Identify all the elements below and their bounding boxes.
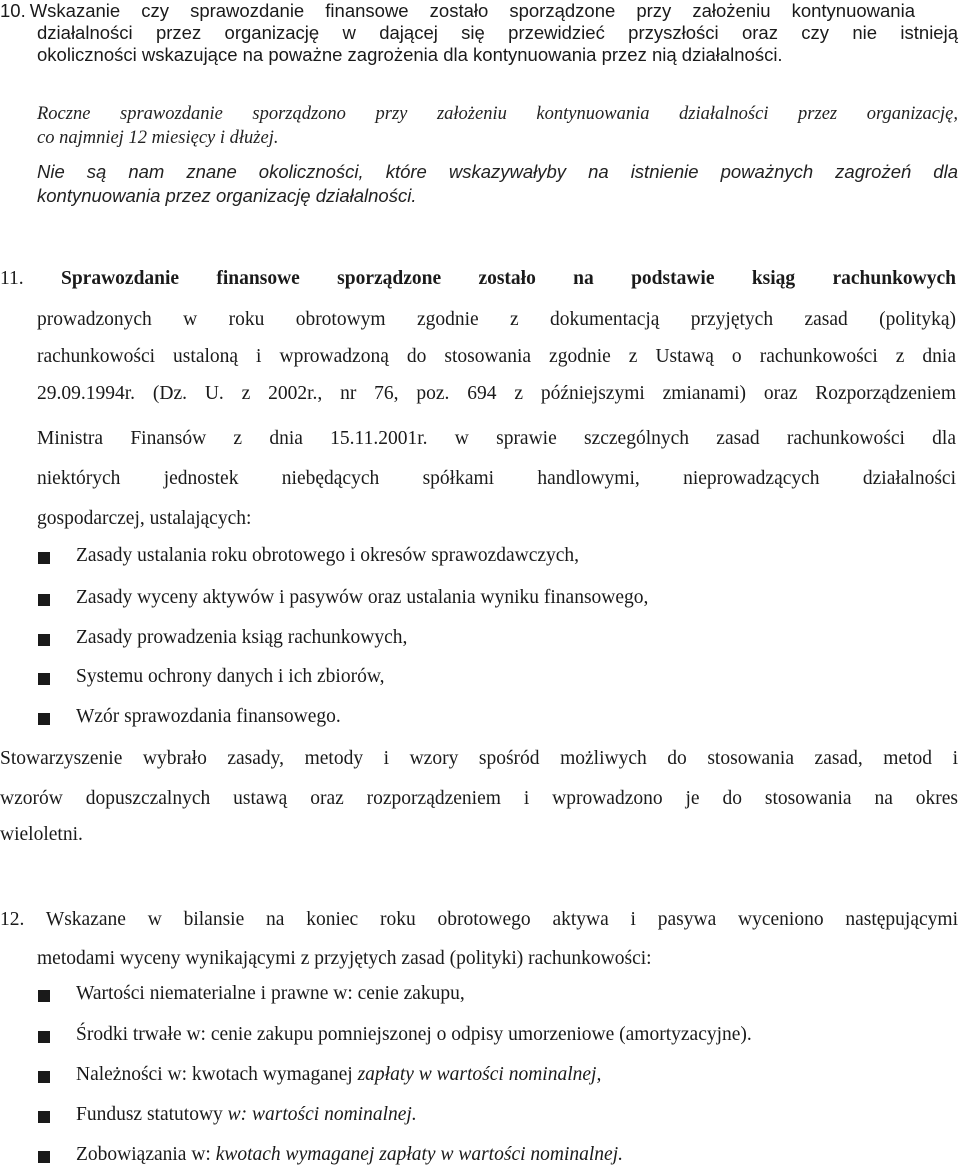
list-item: Wartości niematerialne i prawne w: cenie zakupu, (76, 983, 465, 1004)
list-item: Wzór sprawozdania finansowego. (76, 706, 341, 727)
section-10-answer-1-line-2: co najmniej 12 miesięcy i dłużej. (37, 128, 279, 148)
section-11-line-4: 29.09.1994r. (Dz. U. z 2002r., nr 76, poz. 694 z późniejszymi zmianami) oraz Rozporządzeniem (37, 383, 956, 404)
bullet-marker (38, 990, 50, 1002)
section-10-number: 10. (0, 0, 26, 21)
section-11-closing-line-1: Stowarzyszenie wybrało zasady, metody i wzory spośród możliwych do stosowania zasad, metod i (0, 748, 958, 769)
section-10-answer-1-line-1: Roczne sprawozdanie sporządzono przy założeniu kontynuowania działalności przez organizację, (37, 104, 958, 124)
list-item: Zasady prowadzenia ksiąg rachunkowych, (76, 627, 408, 648)
bullet-marker (38, 634, 50, 646)
section-11-line-5: Ministra Finansów z dnia 15.11.2001r. w sprawie szczególnych zasad rachunkowości dla (37, 428, 956, 449)
section-11-line-2: prowadzonych w roku obrotowym zgodnie z dokumentacją przyjętych zasad (polityką) (37, 309, 956, 330)
bullet-marker (38, 673, 50, 685)
section-11-line-3: rachunkowości ustaloną i wprowadzoną do stosowania zgodnie z Ustawą o rachunkowości z dnia (37, 346, 956, 367)
section-11-line-6: niektórych jednostek niebędących spółkami handlowymi, nieprowadzących działalności (37, 468, 956, 489)
section-10-line-3: okoliczności wskazujące na poważne zagrożenia dla kontynuowania przez nią działalności. (37, 44, 783, 65)
section-10-answer-2-line-1: Nie są nam znane okoliczności, które wskazywałyby na istnienie poważnych zagrożeń dla (37, 161, 958, 182)
list-item: Zasady ustalania roku obrotowego i okresów sprawozdawczych, (76, 545, 580, 566)
section-12-line-1: 12. Wskazane w bilansie na koniec roku obrotowego aktywa i pasywa wyceniono następującymi (0, 909, 958, 930)
bullet-marker (38, 552, 50, 564)
section-11-heading: Sprawozdanie finansowe sporządzone zostało na podstawie ksiąg rachunkowych (60, 268, 957, 289)
bullet-marker (38, 1111, 50, 1123)
section-11-line-7: gospodarczej, ustalających: (37, 508, 252, 529)
list-item: Systemu ochrony danych i ich zbiorów, (76, 666, 385, 687)
section-11-number: 11. (0, 268, 24, 289)
list-item: Zasady wyceny aktywów i pasywów oraz ustalania wyniku finansowego, (76, 587, 649, 608)
section-10-answer-2-line-2: kontynuowania przez organizację działalności. (37, 185, 417, 206)
section-10-line-1: 10. Wskazanie czy sprawozdanie finansowe zostało sporządzone przy założeniu kontynuowania (0, 0, 915, 21)
bullet-marker (38, 713, 50, 725)
list-item: Zobowiązania w: kwotach wymaganej zapłaty w wartości nominalnej. (76, 1144, 624, 1165)
list-item: Środki trwałe w: cenie zakupu pomniejszonej o odpisy umorzeniowe (amortyzacyjne). (76, 1024, 752, 1045)
section-10 (0, 0, 915, 22)
section-12-line-2: metodami wyceny wynikającymi z przyjętych zasad (polityki) rachunkowości: (37, 948, 652, 969)
section-11-closing-line-3: wieloletni. (0, 824, 83, 845)
section-12-number: 12. (0, 909, 25, 930)
section-11-closing-line-2: wzorów dopuszczalnych ustawą oraz rozporządzeniem i wprowadzono je do stosowania na okres (0, 788, 958, 809)
section-11-line-1 (0, 258, 956, 299)
bullet-marker (38, 1031, 50, 1043)
bullet-marker (38, 1151, 50, 1163)
list-item: Należności w: kwotach wymaganej zapłaty w wartości nominalnej, (76, 1064, 602, 1085)
bullet-marker (38, 1071, 50, 1083)
list-item: Fundusz statutowy w: wartości nominalnej. (76, 1104, 417, 1125)
section-10-line-2: działalności przez organizację w dającej się przewidzieć przyszłości oraz czy nie istnieją (37, 22, 958, 43)
bullet-marker (38, 594, 50, 606)
